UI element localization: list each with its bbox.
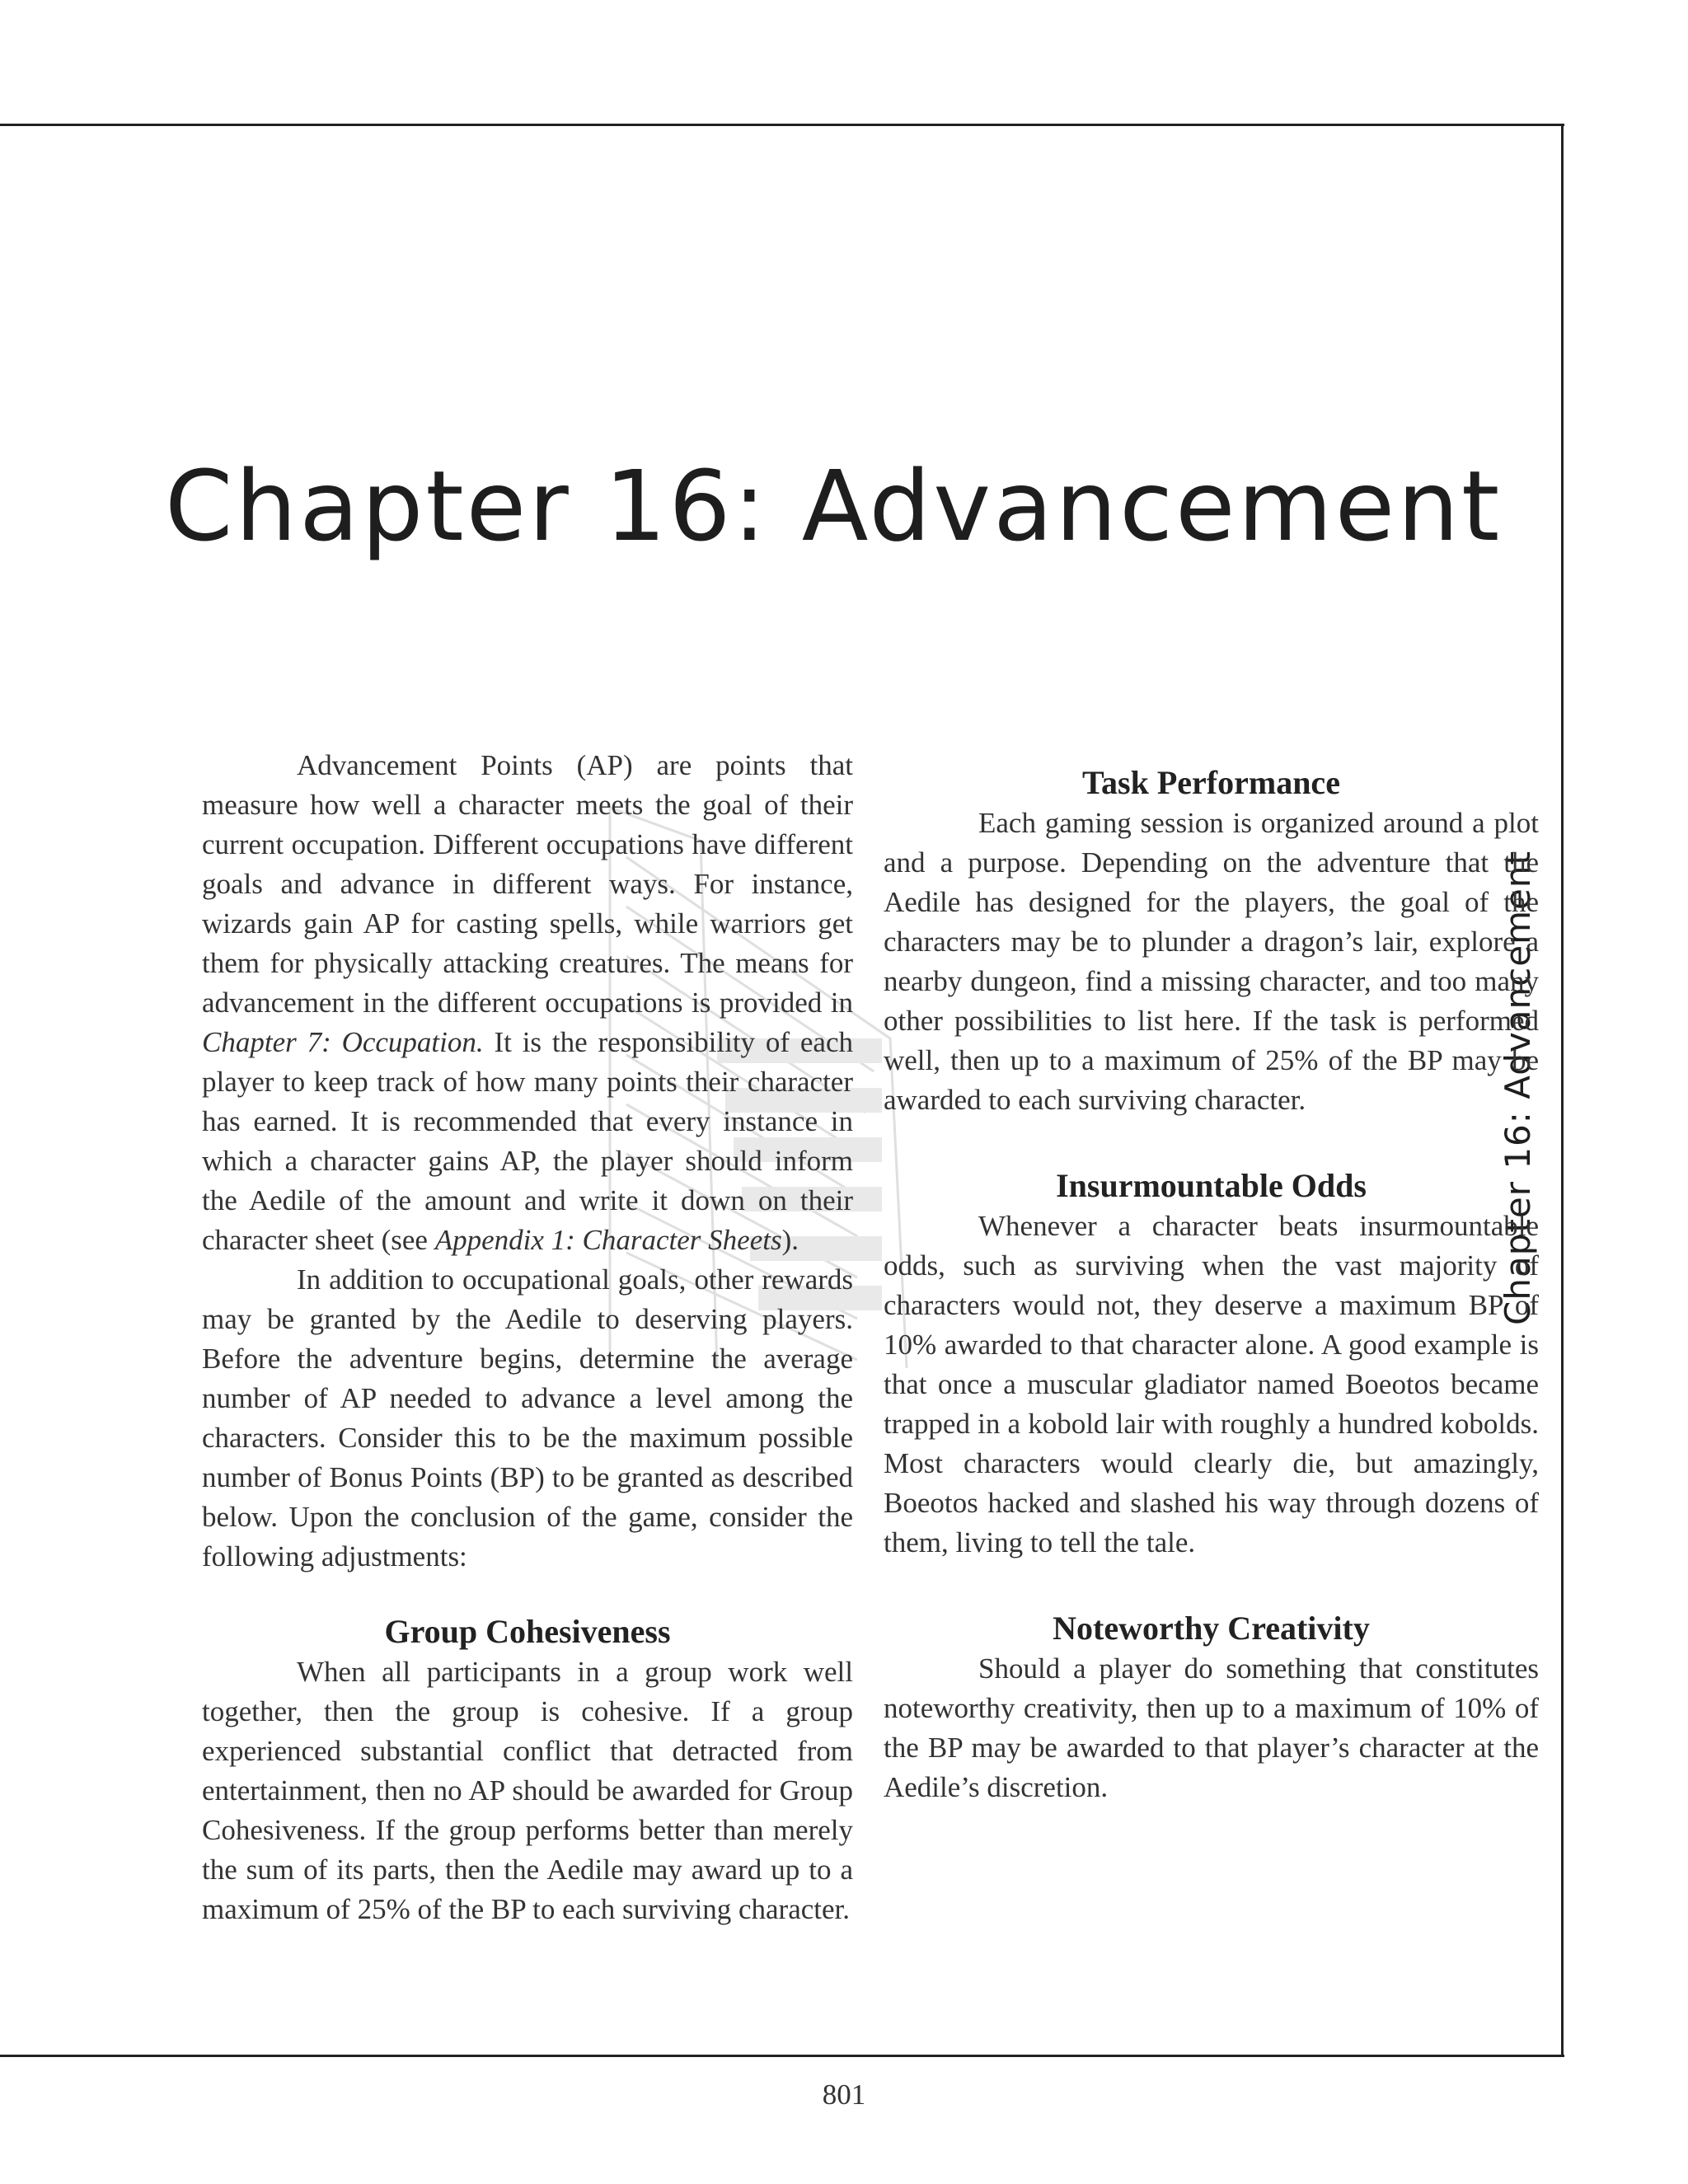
right-column xyxy=(884,762,1539,1807)
chapter-reference: Chapter 7: Occupation. xyxy=(202,1026,484,1058)
side-chapter-title: Chapter 16: Advancement xyxy=(1498,851,1538,1325)
chapter-title: Chapter 16: Advancement xyxy=(165,449,1503,563)
insurmountable-odds-heading: Insurmountable Odds xyxy=(1056,1167,1367,1204)
frame-right-border xyxy=(1561,124,1564,2056)
noteworthy-creativity-paragraph: Should a player do something that constitutes noteworthy creativity, then up to a maximum of 10% of the BP may be awarded to that player’s character at the Aedile’s discretion. xyxy=(884,1652,1539,1803)
frame-top-border xyxy=(0,124,1564,126)
intro-text-part3: ). xyxy=(781,1224,799,1256)
intro-text-part1: Advancement Points (AP) are points that measure how well a character meets the goal of their current occupation. Different occupations have different goals and advance in different ways. For instance, wizards gain AP for casting spells, while warriors get them for physically attacking creatures. The means for advancement in the different occupations is provided in xyxy=(202,749,853,1019)
task-performance-heading: Task Performance xyxy=(1082,764,1340,801)
intro-text-part2: It is the responsibility of each player to keep track of how many points their character has earned. It is recommended that every instance in which a character gains AP, the player should inform the Aedile of the amount and write it down on their character sheet (see xyxy=(202,1026,853,1256)
insurmountable-odds-paragraph: Whenever a character beats insurmountable odds, such as surviving when the vast majority of characters would not, they deserve a maximum BP of 10% awarded to that character alone. A good example is that once a muscular gladiator named Boeotos became trapped in a kobold lair with roughly a hundred kobolds. Most characters would clearly die, but amazingly, Boeotos hacked and slashed his way through dozens of them, living to tell the tale. xyxy=(884,1210,1539,1558)
intro-paragraph xyxy=(202,746,853,1260)
page-number: 801 xyxy=(822,2079,866,2111)
left-column xyxy=(202,746,853,1929)
frame-bottom-border xyxy=(0,2055,1564,2057)
group-cohesiveness-heading: Group Cohesiveness xyxy=(384,1613,671,1650)
task-performance-paragraph: Each gaming session is organized around a plot and a purpose. Depending on the adventure that the Aedile has designed for the players, the goal of the characters may be to plunder a dragon’s lair, explore a nearby dungeon, find a missing character, and too many other possibilities to list here. If the task is performed well, then up to a maximum of 25% of the BP may be awarded to each surviving character. xyxy=(884,807,1539,1116)
group-cohesiveness-paragraph: When all participants in a group work well together, then the group is cohesive. If a group experienced substantial conflict that detracted from entertainment, then no AP should be awarded for Group Cohesiveness. If the group performs better than merely the sum of its parts, then the Aedile may award up to a maximum of 25% of the BP to each surviving character. xyxy=(202,1656,853,1925)
occupational-goals-paragraph: In addition to occupational goals, other rewards may be granted by the Aedile to deserving players. Before the adventure begins, determine the average number of AP needed to advance a level among the characters. Consider this to be the maximum possible number of Bonus Points (BP) to be granted as described below. Upon the conclusion of the game, consider the following adjustments: xyxy=(202,1263,853,1572)
noteworthy-creativity-heading: Noteworthy Creativity xyxy=(1053,1610,1370,1647)
appendix-reference: Appendix 1: Character Sheets xyxy=(434,1224,782,1256)
